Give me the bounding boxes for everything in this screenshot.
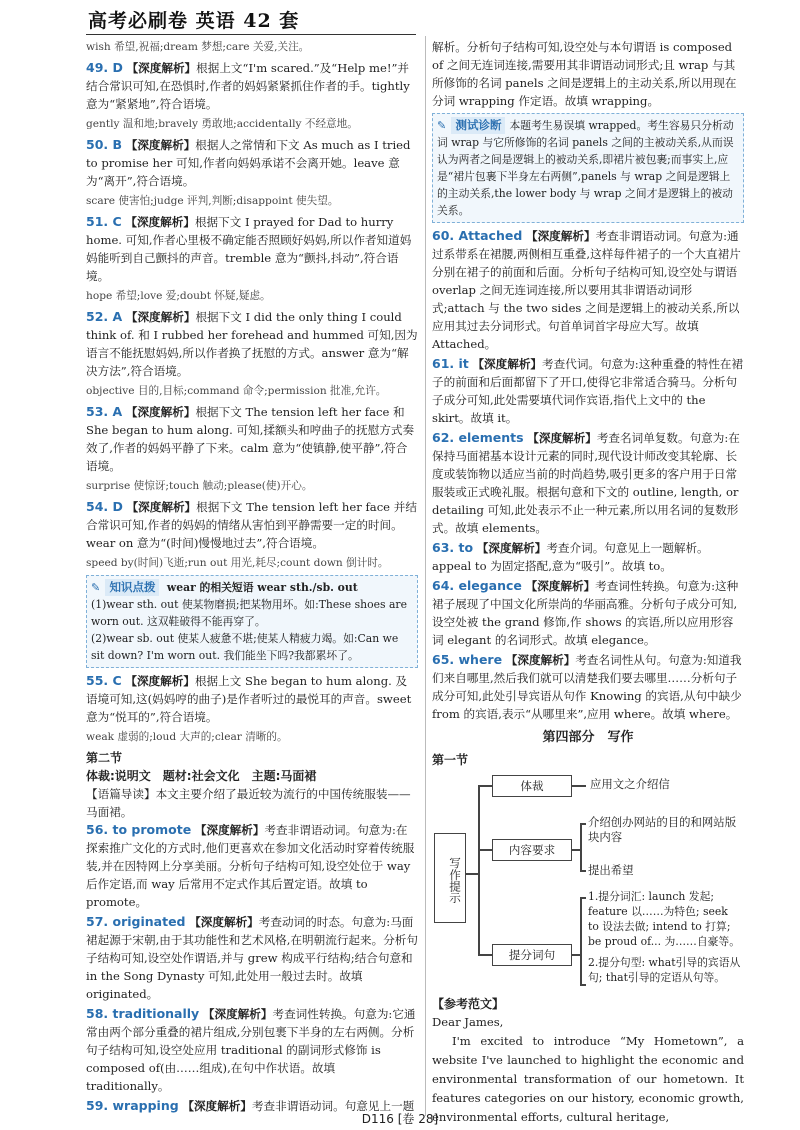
- vocab-54: speed by(时间)飞逝;run out 用光,耗尽;count down 倒计时。: [86, 557, 389, 569]
- connector: [580, 897, 586, 899]
- book-title: 高考必刷卷 英语 42 套: [88, 10, 300, 32]
- answer-64: 64. elegance 【深度解析】考查词性转换。句意为:这种裙子展现了中国文化所崇尚的华丽高雅。分析句子成分可知,设空处被 the grand 修饰,作 shows 的宾语,所以应用形容词 elegant 的名词形式。故填 elegance。: [432, 578, 739, 647]
- answer-56: 56. to promote 【深度解析】考查非谓语动词。句意为:在探索推广文化的方式时,他们更喜欢在参加文化活动时穿着传统服装,并在因特网上分享美丽。分析句子结构可知,设空处位于 way 后作定语,而 way 后常用不定式作其后置定语。故填 to promote。: [86, 822, 415, 909]
- vocab-52: objective 目的,目标;command 命令;permission 批准,允许。: [86, 385, 387, 397]
- vocab-53: surprise 使惊讶;touch 触动;please(使)开心。: [86, 480, 313, 492]
- req-2: 提出希望: [588, 863, 634, 877]
- genre-text: 应用文之介绍信: [590, 777, 670, 791]
- connector: [580, 870, 586, 872]
- words-1: 1.提分词汇: launch 发起; feature 以……为特色; seek to 设法去做; intend to 打算; be proud of... 为……自豪等。: [588, 890, 741, 948]
- answer-58: 58. traditionally 【深度解析】考查词性转换。句意为:它通常由两个部分重叠的裙片组成,分别包裹下半身的左右两侧。分析句子结构可知,设空处应用 traditional 的副词形式修饰 is composed of(由……组成),在句中作状语。故填 traditionally。: [86, 1006, 416, 1093]
- vocab-51: hope 希望;love 爱;doubt 怀疑,疑虑。: [86, 290, 271, 302]
- knowledge-note: ✎ 知识点拨 wear 的相关短语 wear sth./sb. out (1)wear sth. out 使某物磨损;把某物用坏。如:These shoes are worn out. 这双鞋破得不能再穿了。 (2)wear sb. out 使某人疲惫不堪;使某人精疲力竭。如:Can we sit down? I'm worn out. 我们能坐下吗?我都累坏了。: [86, 575, 418, 668]
- answer-57: 57. originated 【深度解析】考查动词的时态。句意为:马面裙起源于宋朝,由于其功能性和艺术风格,在明朝流行起来。分析句子结构可知,设空处作谓语,并与 grew 构成平行结构;结合句意和 in the Song Dynasty 可知,此处用一般过去时。故填 originated。: [86, 914, 418, 1001]
- page-number: D116 [卷 28]: [361, 1112, 439, 1126]
- connector: [580, 897, 582, 985]
- reference-title: 【参考范文】: [432, 997, 505, 1011]
- left-column: [86, 38, 418, 1117]
- words-box: 提分词句: [492, 944, 572, 966]
- connector: [580, 823, 586, 825]
- answer-65: 65. where 【深度解析】考查名词性从句。句意为:知道我们来自哪里,然后我们就可以清楚我们要去哪里……分析句子成分可知,此处引导宾语从句作 Knowing 的宾语,从句中缺少 from 的宾语,表示“从哪里来”,应用 where。故填 where。: [432, 652, 742, 721]
- diagnosis-note: ✎ 测试诊断 本题考生易误填 wrapped。考生容易只分析动词 wrap 与它所修饰的名词 panels 之间的主被动关系,从而误认为两者之间是逻辑上的被动关系,即裙片被包裹;而事实上,应是“裙片包裹下半身左右两侧”,panels 与 wrap 之间是逻辑上的主动关系,the lower body 与 wrap 之间才是逻辑上的被动关系。: [432, 113, 744, 223]
- answer-54: 54. D 【深度解析】根据下文 The tension left her face 并结合常识可知,作者的妈妈的情绪从害怕到平静需要一定的时间。wear on 意为“(时间)慢慢地过去”,符合语境。: [86, 499, 417, 550]
- genre-box: 体裁: [492, 775, 572, 797]
- writing-tips-diagram: [432, 771, 744, 989]
- words-2: 2.提分句型: what引导的宾语从句; that引导的定语从句等。: [588, 956, 741, 984]
- vocab-55: weak 虚弱的;loud 大声的;clear 清晰的。: [86, 731, 288, 743]
- answer-53: 53. A 【深度解析】根据下文 The tension left her face 和 She began to hum along. 可知,揉额头和哼曲子的抚慰方式奏效了,作者的妈妈平静了下来。calm 意为“使镇静,使平静”,符合语境。: [86, 404, 415, 473]
- answer-62: 62. elements 【深度解析】考查名词单复数。句意为:在保持马面裙基本设计元素的同时,现代设计师改变其轮廓、长度或装饰物以适应当前的时尚趋势,吸引更多的客户用于日常服装或正式晚礼服。根据句意和下文的 outline, length, or detailing 可知,此处表示不止一种元素,所以用名词的复数形式。故填 elements。: [432, 430, 740, 535]
- vocab-line: wish 希望,祝福;dream 梦想;care 关爱,关注。: [86, 41, 310, 53]
- connector: [478, 785, 480, 955]
- content-req-box: 内容要求: [492, 839, 572, 861]
- connector: [572, 849, 580, 851]
- vocab-49: gently 温和地;bravely 勇敢地;accidentally 不经意地。: [86, 118, 358, 130]
- connector: [478, 785, 492, 787]
- answer-63: 63. to 【深度解析】考查介词。句意见上一题解析。appeal to 为固定搭配,意为“吸引”。故填 to。: [432, 540, 709, 573]
- section-heading: 第二节: [86, 751, 123, 765]
- column-divider: [425, 36, 426, 1116]
- connector: [478, 849, 492, 851]
- connector: [478, 954, 492, 956]
- connector: [572, 785, 586, 787]
- header-rule: [86, 34, 416, 35]
- answer-61: 61. it 【深度解析】考查代词。句意为:这种重叠的特性在裙子的前面和后面都留下了开口,使得它非常适合骑马。分析句子成分可知,此处需要填代词作宾语,指代上文中的 the skirt。故填 it。: [432, 356, 744, 425]
- answer-59-continued: 解析。分析句子结构可知,设空处与本句谓语 is composed of 之间无连词连接,需要用其非谓语动词形式;且 wrap 与其所修饰的名词 panels 之间是逻辑上的主动关系,所以用现在分词 wrapping 作定语。故填 wrapping。: [432, 40, 737, 108]
- answer-60: 60. Attached 【深度解析】考查非谓语动词。句意为:通过系带系在裙腰,两侧相互重叠,这样每件裙子的一个大直裙片分别在裙子的前面和后面。分析句子结构可知,设空处与谓语 overlap 之间无连词连接,所以要用其非谓语动词形式;attach 与 the two sides 之间是逻辑上的被动关系,所以应用其过去分词形式。句首单词首字母应大写。故填 Attached。: [432, 228, 741, 351]
- connector: [580, 984, 586, 986]
- section-heading: 第一节: [432, 753, 469, 767]
- connector: [466, 873, 478, 875]
- answer-52: 52. A 【深度解析】根据下文 I did the only thing I could think of. 和 I rubbed her forehead and hummed 可知,因为语言不能抚慰妈妈,所以作者换了抚慰的方式。answer 意为“解决方法”,符合语境。: [86, 309, 418, 378]
- connector: [580, 823, 582, 871]
- connector: [572, 954, 580, 956]
- answer-59: 59. wrapping 【深度解析】考查非谓语动词。句意见上一题: [86, 1098, 415, 1113]
- req-1: 介绍创办网站的目的和网站版块内容: [588, 815, 737, 844]
- letter-greeting: Dear James,: [432, 1015, 504, 1029]
- answer-49: 49. D 【深度解析】根据上文“I'm scared.”及“Help me!”并结合常识可知,在恐惧时,作者的妈妈紧紧抓住作者的手。tightly 意为“紧紧地”,符合语境。: [86, 60, 410, 111]
- tips-main-box: 写作提示: [434, 833, 466, 923]
- answer-50: 50. B 【深度解析】根据人之常情和下文 As much as I tried to promise her 可知,作者向妈妈承诺不会离开她。leave 意为“离开”,符合语境。: [86, 137, 411, 188]
- letter-body: I'm excited to introduce “My Hometown”, a website I've launched to highlight the economic and environmental transformation of our hometown. It features categories on our history, economic growth, environmental efforts, cultural heritage,: [432, 1034, 744, 1124]
- passage-guide: 【语篇导读】本文主要介绍了最近较为流行的中国传统服装——马面裙。: [86, 787, 411, 819]
- right-column: [432, 38, 744, 1127]
- vocab-50: scare 使害怕;judge 评判,判断;disappoint 使失望。: [86, 195, 339, 207]
- genre-line: 体裁:说明文 题材:社会文化 主题:马面裙: [86, 769, 317, 783]
- answer-51: 51. C 【深度解析】根据下文 I prayed for Dad to hurry home. 可知,作者心里极不确定能否照顾好妈妈,所以作者知道妈妈能听到自己颤抖的声音。tremble 意为“颤抖,抖动”,符合语境。: [86, 214, 412, 283]
- pencil-icon: ✎: [437, 119, 447, 132]
- part-heading: 第四部分 写作: [542, 730, 634, 745]
- answer-55: 55. C 【深度解析】根据上文 She began to hum along. 及语境可知,这(妈妈哼的曲子)是作者听过的最悦耳的声音。sweet 意为“悦耳的”,符合语境。: [86, 673, 412, 724]
- pencil-icon: ✎: [91, 581, 101, 594]
